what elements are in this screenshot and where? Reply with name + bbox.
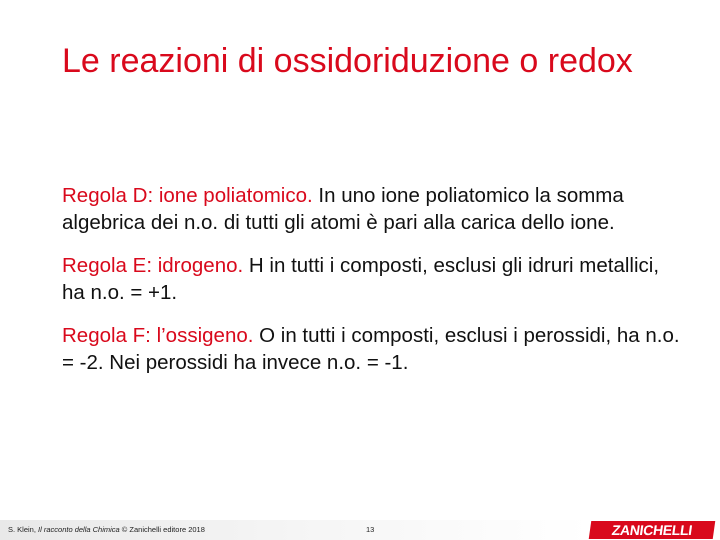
rule-e-text: H in tutti i composti, esclusi gli idruri metallici, ha n.o. = +1.: [62, 254, 660, 304]
rule-d-heading: Regola D: ione poliatomico.: [62, 184, 313, 207]
footer-author: S. Klein,: [8, 525, 39, 534]
footer-credit: [8, 525, 205, 534]
rule-e: [62, 252, 682, 306]
page-number: 13: [366, 525, 375, 534]
zanichelli-logo: ZANICHELLI: [589, 521, 716, 539]
rules-list: [62, 182, 682, 392]
footer-book-title: Il racconto della Chimica: [38, 525, 120, 534]
rule-e-heading: Regola E: idrogeno.: [62, 254, 244, 277]
footer-publisher: © Zanichelli editore 2018: [119, 525, 205, 534]
rule-d-text: In uno ione poliatomico la somma algebrica dei n.o. di tutti gli atomi è pari alla carica dello ione.: [62, 184, 624, 234]
rule-d: [62, 182, 682, 236]
slide-footer: [0, 520, 720, 540]
rule-f-heading: Regola F: l’ossigeno.: [62, 324, 254, 347]
rule-f: [62, 322, 682, 376]
slide-title: Le reazioni di ossidoriduzione o redox: [62, 42, 633, 80]
rule-f-text: O in tutti i composti, esclusi i perossidi, ha n.o. = -2. Nei perossidi ha invece n.o. = -1.: [62, 324, 680, 374]
